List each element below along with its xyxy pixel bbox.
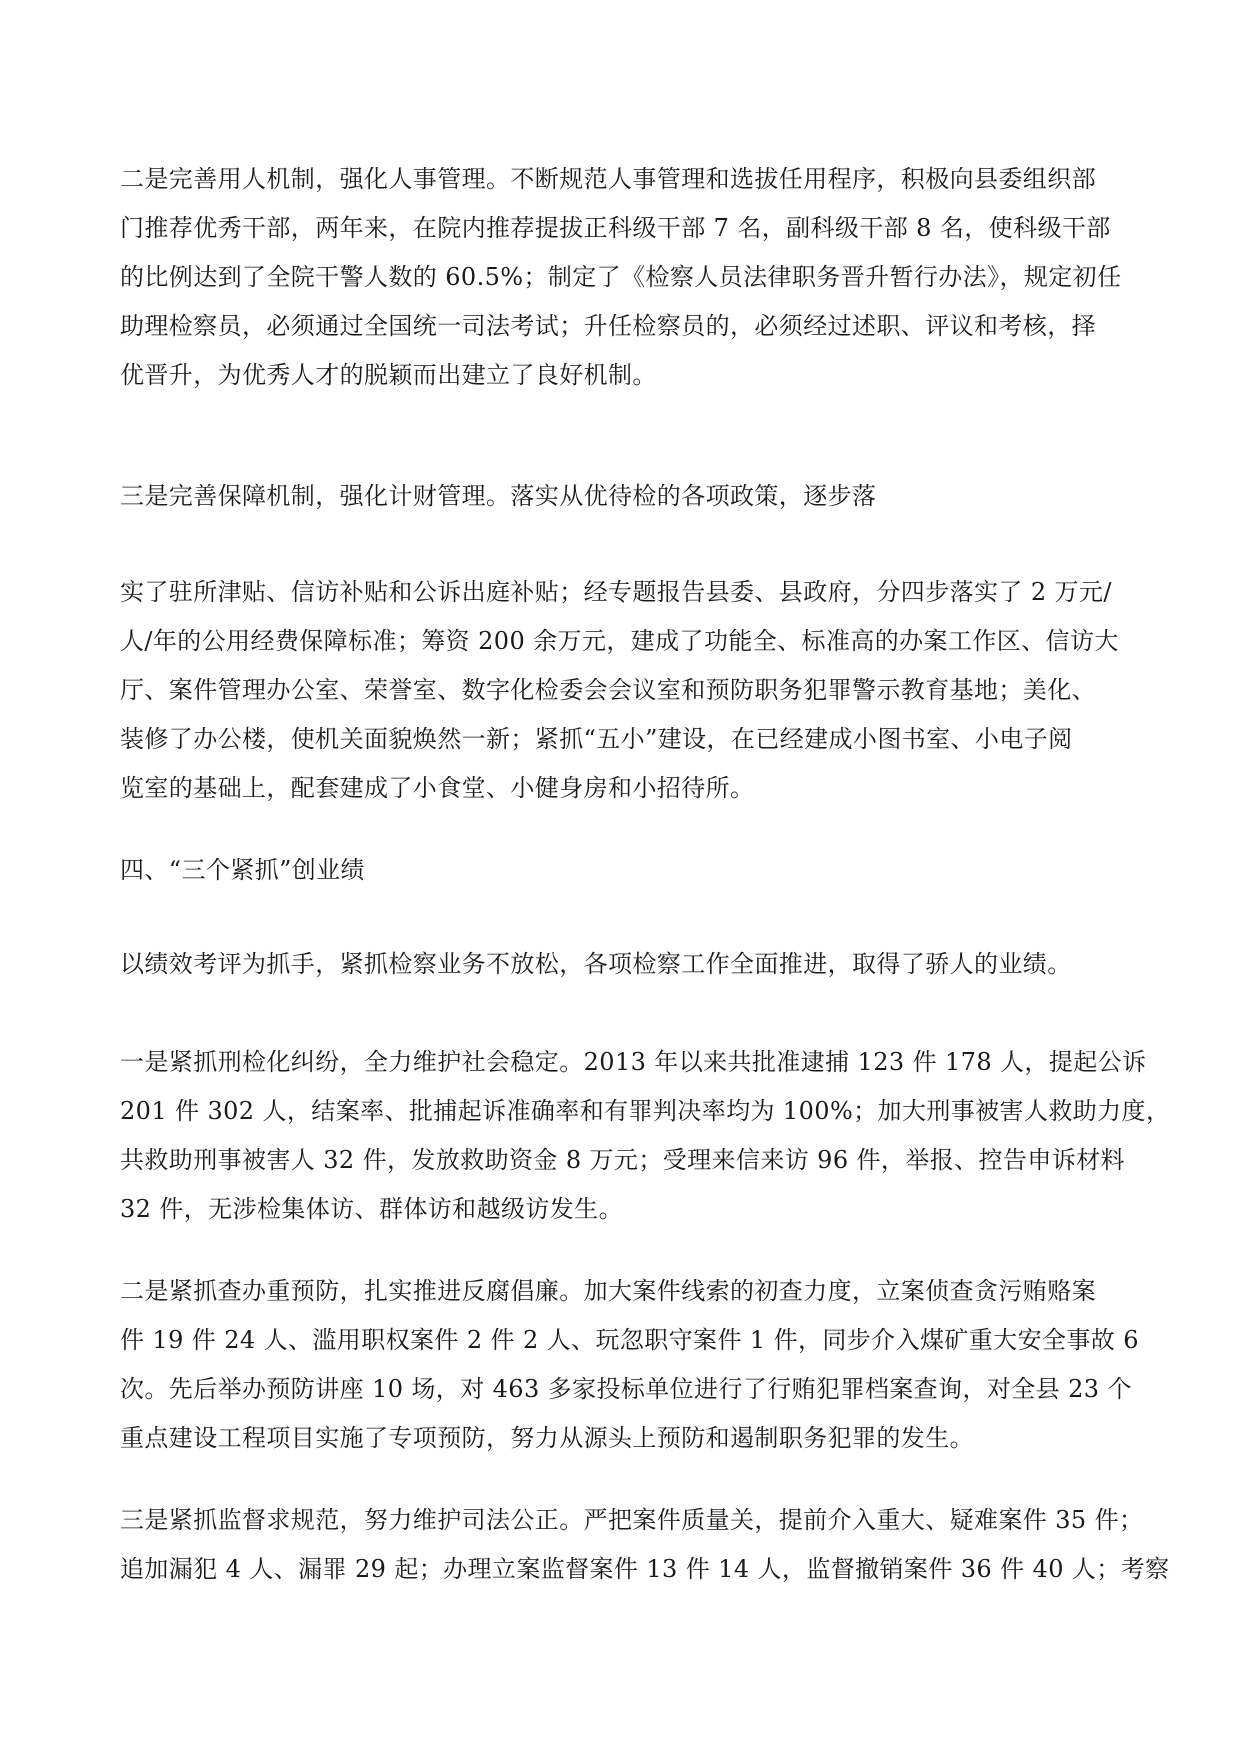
text-line: 实了驻所津贴、信访补贴和公诉出庭补贴；经专题报告县委、县政府，分四步落实了 2 万元/: [120, 578, 1112, 606]
text-line: 二是紧抓查办重预防，扎实推进反腐倡廉。加大案件线索的初查力度，立案侦查贪污贿赂案: [120, 1277, 1096, 1305]
text-line: 二是完善用人机制，强化人事管理。不断规范人事管理和选拔任用程序，积极向县委组织部: [120, 165, 1096, 193]
paragraph-judicial-supervision: [120, 1496, 1170, 1594]
text-line: 门推荐优秀干部，两年来，在院内推荐提拔正科级干部 7 名，副科级干部 8 名，使科级干部: [120, 214, 1111, 242]
paragraph-intro: [120, 940, 1120, 989]
text-line: 优晋升，为优秀人才的脱颖而出建立了良好机制。: [120, 361, 657, 389]
paragraph-personnel-mechanism: [120, 155, 1120, 400]
text-line: 以绩效考评为抓手，紧抓检察业务不放松，各项检察工作全面推进，取得了骄人的业绩。: [120, 950, 1072, 978]
text-line: 装修了办公楼，使机关面貌焕然一新；紧抓“五小”建设，在已经建成小图书室、小电子阅: [120, 725, 1073, 753]
text-line: 一是紧抓刑检化纠纷，全力维护社会稳定。2013 年以来共批准逮捕 123 件 178 人，提起公诉: [120, 1048, 1147, 1076]
text-line: 共救助刑事被害人 32 件，发放救助资金 8 万元；受理来信来访 96 件，举报、控告申诉材料: [120, 1146, 1125, 1174]
paragraph-guarantee-continued: [120, 568, 1120, 813]
text-line: 201 件 302 人，结案率、批捕起诉准确率和有罪判决率均为 100%；加大刑事被害人救助力度，: [120, 1097, 1171, 1125]
text-line: 重点建设工程项目实施了专项预防，努力从源头上预防和遏制职务犯罪的发生。: [120, 1424, 974, 1452]
text-line: 32 件，无涉检集体访、群体访和越级访发生。: [120, 1195, 623, 1223]
text-line: 四、“三个紧抓”创业绩: [120, 856, 365, 884]
paragraph-criminal-prosecution: [120, 1038, 1171, 1234]
paragraph-anti-corruption: [120, 1267, 1139, 1463]
text-line: 览室的基础上，配套建成了小食堂、小健身房和小招待所。: [120, 774, 755, 802]
text-line: 件 19 件 24 人、滥用职权案件 2 件 2 人、玩忽职守案件 1 件，同步介入煤矿重大安全事故 6: [120, 1326, 1139, 1354]
paragraph-guarantee-mechanism: [120, 472, 1120, 521]
section-heading: [120, 846, 1120, 895]
text-line: 三是紧抓监督求规范，努力维护司法公正。严把案件质量关，提前介入重大、疑难案件 35 件；: [120, 1506, 1144, 1534]
text-line: 追加漏犯 4 人、漏罪 29 起；办理立案监督案件 13 件 14 人，监督撤销案件 36 件 40 人；考察: [120, 1555, 1170, 1583]
text-line: 次。先后举办预防讲座 10 场，对 463 多家投标单位进行了行贿犯罪档案查询，对全县 23 个: [120, 1375, 1132, 1403]
text-line: 的比例达到了全院干警人数的 60.5%；制定了《检察人员法律职务晋升暂行办法》，规定初任: [120, 263, 1122, 291]
text-line: 厅、案件管理办公室、荣誉室、数字化检委会会议室和预防职务犯罪警示教育基地；美化、: [120, 676, 1096, 704]
text-line: 三是完善保障机制，强化计财管理。落实从优待检的各项政策，逐步落: [120, 482, 877, 510]
text-line: 助理检察员，必须通过全国统一司法考试；升任检察员的，必须经过述职、评议和考核，择: [120, 312, 1096, 340]
text-line: 人/年的公用经费保障标准；筹资 200 余万元，建成了功能全、标准高的办案工作区、信访大: [120, 627, 1119, 655]
